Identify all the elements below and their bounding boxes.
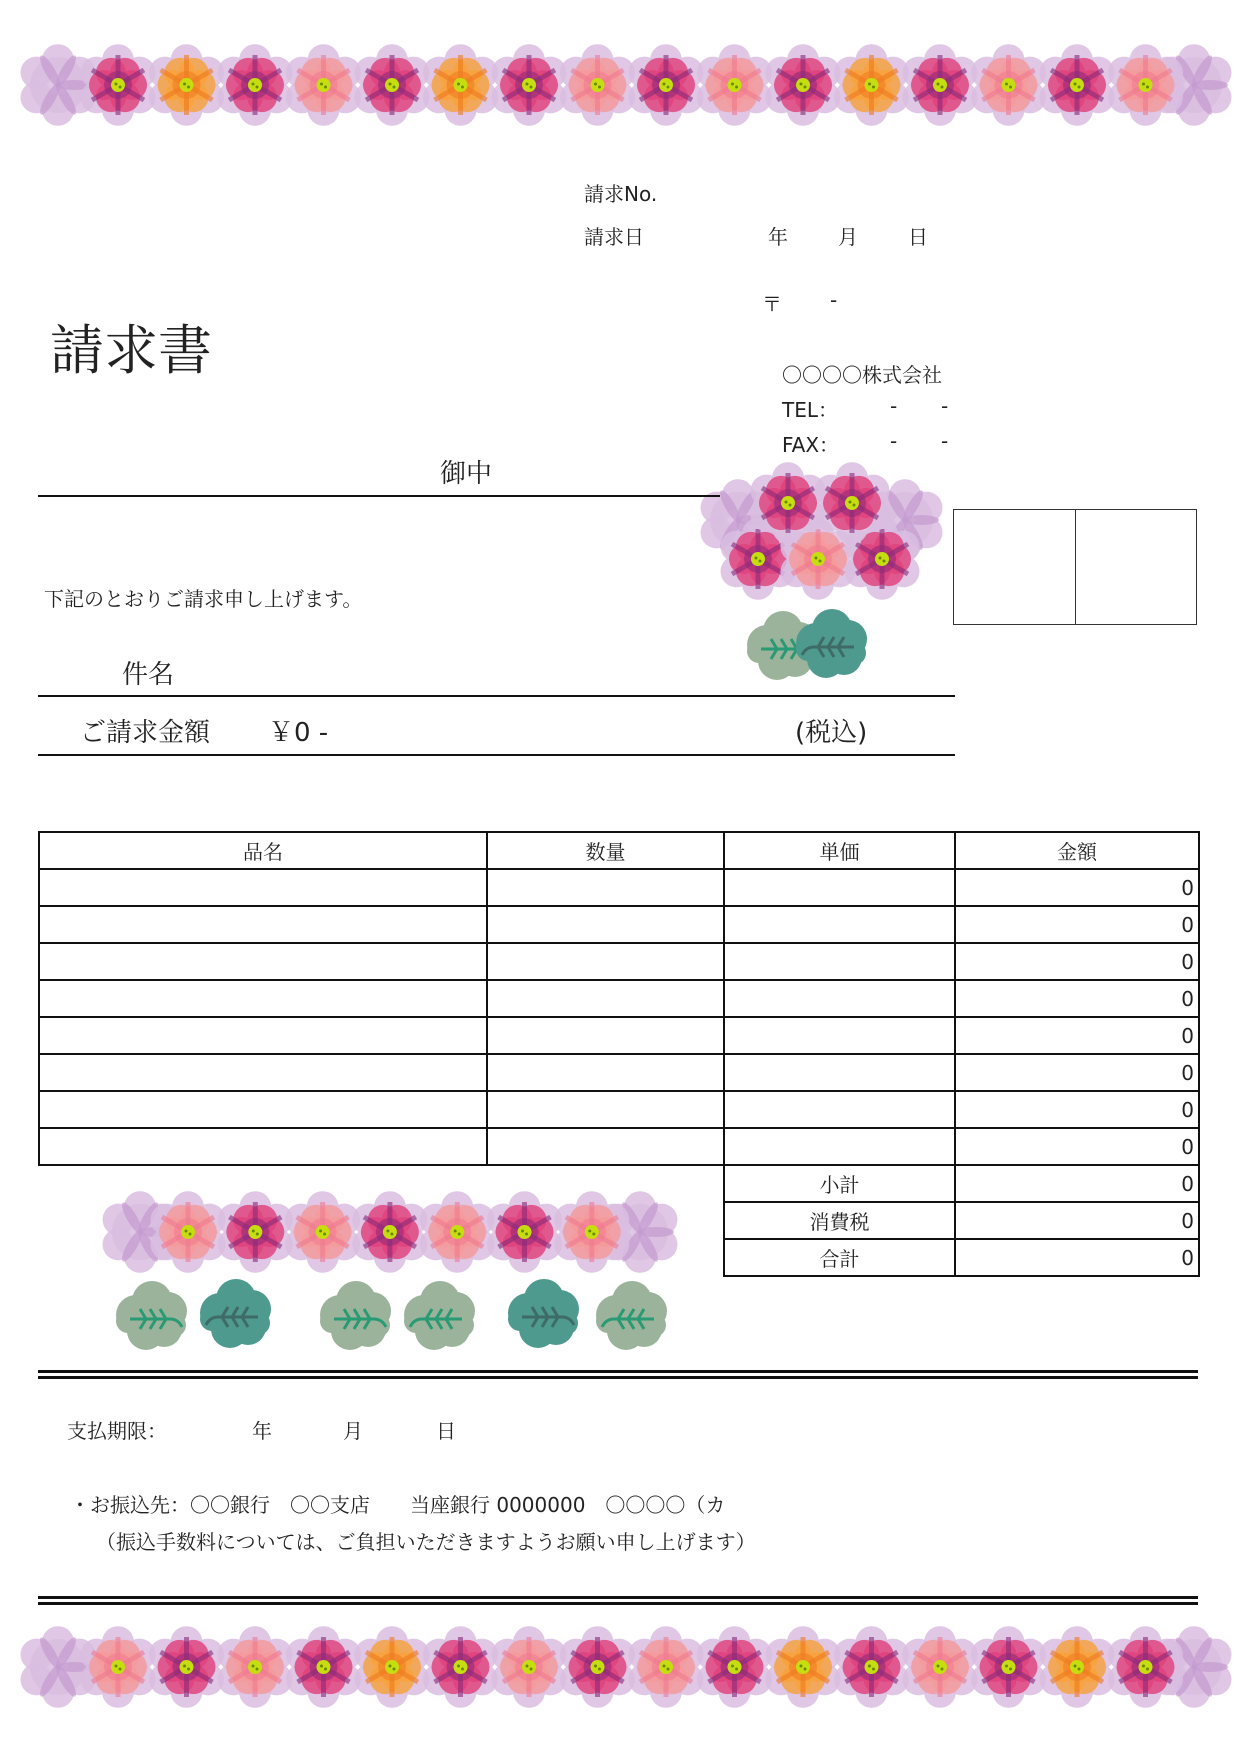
table-row: [39, 1128, 1199, 1165]
table-row: [39, 906, 1199, 943]
page-title: 請求書: [50, 319, 212, 382]
item-name-cell[interactable]: [39, 1091, 487, 1128]
unit-price-cell[interactable]: [724, 1128, 955, 1165]
quantity-cell[interactable]: [487, 1128, 724, 1165]
unit-price-cell[interactable]: [724, 943, 955, 980]
top-border-flower-icon: [766, 44, 841, 126]
item-name-cell[interactable]: [39, 980, 487, 1017]
fax-label: FAX：: [782, 433, 840, 457]
invoice-date-label: 請求日: [584, 225, 644, 249]
bottom-border-flower-icon: [560, 1626, 635, 1708]
tel-dash-2: -: [941, 394, 949, 418]
quantity-cell[interactable]: [487, 869, 724, 906]
unit-price-cell[interactable]: [724, 1091, 955, 1128]
amount-label: ご請求金額: [80, 718, 211, 748]
quantity-cell[interactable]: [487, 906, 724, 943]
quantity-cell[interactable]: [487, 943, 724, 980]
bottom-border-flower-icon: [81, 1626, 156, 1708]
amount-cell[interactable]: 0: [955, 943, 1199, 980]
flower-end-icon: [21, 1626, 96, 1708]
top-border-flower-icon: [971, 44, 1046, 126]
bottom-border-flower-icon: [1040, 1626, 1115, 1708]
top-border-flower-icon: [560, 44, 635, 126]
top-border-flower-icon: [286, 44, 361, 126]
table-row: [39, 869, 1199, 906]
due-date-label: 支払期限：: [67, 1419, 167, 1443]
items-table: [38, 831, 1200, 1277]
leaf-icon: [404, 1281, 475, 1350]
summary-row: [39, 1239, 1199, 1276]
header-item-name: 品名: [39, 832, 487, 869]
unit-price-cell[interactable]: [724, 1054, 955, 1091]
item-name-cell[interactable]: [39, 869, 487, 906]
amount-cell[interactable]: 0: [955, 980, 1199, 1017]
leaf-icon: [508, 1279, 579, 1348]
top-border-flower-icon: [834, 44, 909, 126]
amount-cell[interactable]: 0: [955, 1054, 1199, 1091]
bank-transfer-info: ・お振込先：〇〇銀行 〇〇支店 当座銀行 0000000 〇〇〇〇（カ: [70, 1493, 726, 1517]
top-border-flower-icon: [218, 44, 293, 126]
quantity-cell[interactable]: [487, 1054, 724, 1091]
stamp-divider: [1075, 510, 1076, 624]
tel-label: TEL：: [782, 398, 838, 422]
item-name-cell[interactable]: [39, 906, 487, 943]
summary-label: 消費税: [724, 1202, 955, 1239]
blank-cell: [39, 1165, 724, 1202]
top-border-flower-icon: [149, 44, 224, 126]
table-row: [39, 1091, 1199, 1128]
top-border-flower-icon: [903, 44, 978, 126]
top-border-flower-icon: [629, 44, 704, 126]
bouquet-flower-icon: [751, 462, 826, 544]
bottom-border-flower-icon: [423, 1626, 498, 1708]
leaf-icon: [596, 1281, 667, 1350]
bottom-border-flower-icon: [903, 1626, 978, 1708]
divider-double-line: [38, 1596, 1198, 1605]
bottom-border-flower-icon: [766, 1626, 841, 1708]
leaf-icon: [116, 1281, 187, 1350]
top-border-flower-icon: [81, 44, 156, 126]
header-amount: 金額: [955, 832, 1199, 869]
unit-price-cell[interactable]: [724, 906, 955, 943]
tel-dash-1: -: [890, 394, 898, 418]
table-row: [39, 1054, 1199, 1091]
top-border-flower-icon: [1040, 44, 1115, 126]
summary-value: 0: [955, 1202, 1199, 1239]
subject-line: [38, 695, 955, 697]
bottom-border-flower-icon: [697, 1626, 772, 1708]
tax-included-note: (税込): [795, 718, 868, 748]
intro-text: 下記のとおりご請求申し上げます。: [44, 587, 363, 611]
bottom-border-flower-icon: [1108, 1626, 1183, 1708]
amount-cell[interactable]: 0: [955, 1091, 1199, 1128]
divider-double-line: [38, 1370, 1198, 1379]
fax-dash-1: -: [890, 429, 898, 453]
top-border-flower-icon: [423, 44, 498, 126]
amount-cell[interactable]: 0: [955, 869, 1199, 906]
fax-dash-2: -: [941, 429, 949, 453]
leaf-icon: [747, 611, 818, 680]
summary-value: 0: [955, 1165, 1199, 1202]
quantity-cell[interactable]: [487, 980, 724, 1017]
invoice-number-label: 請求No.: [584, 182, 658, 206]
transfer-fee-note: （振込手数料については、ご負担いただきますようお願い申し上げます）: [96, 1530, 756, 1554]
quantity-cell[interactable]: [487, 1017, 724, 1054]
bouquet-flower-icon: [815, 462, 890, 544]
unit-price-cell[interactable]: [724, 869, 955, 906]
amount-cell[interactable]: 0: [955, 1017, 1199, 1054]
leaf-icon: [796, 609, 867, 678]
table-row: [39, 980, 1199, 1017]
bottom-border-flower-icon: [834, 1626, 909, 1708]
unit-price-cell[interactable]: [724, 980, 955, 1017]
flower-end-icon: [1157, 1626, 1232, 1708]
summary-label: 合計: [724, 1239, 955, 1276]
summary-row: [39, 1165, 1199, 1202]
header-quantity: 数量: [487, 832, 724, 869]
summary-row: [39, 1202, 1199, 1239]
bouquet-flower-icon: [845, 518, 920, 600]
top-border-flower-icon: [1108, 44, 1183, 126]
invoice-date-day: 日: [908, 225, 928, 249]
item-name-cell[interactable]: [39, 943, 487, 980]
flower-end-icon: [868, 479, 943, 561]
amount-cell[interactable]: 0: [955, 1128, 1199, 1165]
amount-cell[interactable]: 0: [955, 906, 1199, 943]
bottom-border-flower-icon: [492, 1626, 567, 1708]
bottom-border-flower-icon: [218, 1626, 293, 1708]
item-name-cell[interactable]: [39, 1054, 487, 1091]
bottom-border-flower-icon: [971, 1626, 1046, 1708]
invoice-date-month: 月: [838, 225, 858, 249]
blank-cell: [39, 1239, 724, 1276]
flower-end-icon: [701, 479, 776, 561]
due-date-day: 日: [436, 1419, 456, 1443]
blank-cell: [39, 1202, 724, 1239]
leaf-icon: [200, 1279, 271, 1348]
bottom-border-flower-icon: [355, 1626, 430, 1708]
bottom-border-flower-icon: [286, 1626, 361, 1708]
table-row: [39, 1017, 1199, 1054]
postal-dash: -: [830, 288, 838, 312]
invoice-date-year: 年: [768, 225, 788, 249]
table-row: [39, 943, 1199, 980]
subject-label: 件名: [122, 660, 175, 690]
due-date-year: 年: [252, 1419, 272, 1443]
flower-end-icon: [1157, 44, 1232, 126]
top-border-flower-icon: [492, 44, 567, 126]
stamp-boxes: [953, 509, 1197, 625]
recipient-line: [38, 495, 720, 497]
item-name-cell[interactable]: [39, 1128, 487, 1165]
item-name-cell[interactable]: [39, 1017, 487, 1054]
table-header-row: [39, 832, 1199, 869]
unit-price-cell[interactable]: [724, 1017, 955, 1054]
bottom-border-flower-icon: [629, 1626, 704, 1708]
recipient-suffix: 御中: [440, 459, 493, 489]
summary-value: 0: [955, 1239, 1199, 1276]
header-unit-price: 単価: [724, 832, 955, 869]
amount-value: ￥0 -: [268, 718, 329, 748]
bouquet-flower-icon: [781, 518, 856, 600]
quantity-cell[interactable]: [487, 1091, 724, 1128]
due-date-month: 月: [343, 1419, 363, 1443]
top-border-flower-icon: [697, 44, 772, 126]
top-border-flower-icon: [355, 44, 430, 126]
amount-line: [38, 754, 955, 756]
summary-label: 小計: [724, 1165, 955, 1202]
bottom-border-flower-icon: [149, 1626, 224, 1708]
postal-mark: 〒: [762, 292, 782, 316]
bouquet-flower-icon: [721, 518, 796, 600]
flower-end-icon: [21, 44, 96, 126]
company-name: 〇〇〇〇株式会社: [782, 363, 942, 387]
leaf-icon: [320, 1281, 391, 1350]
